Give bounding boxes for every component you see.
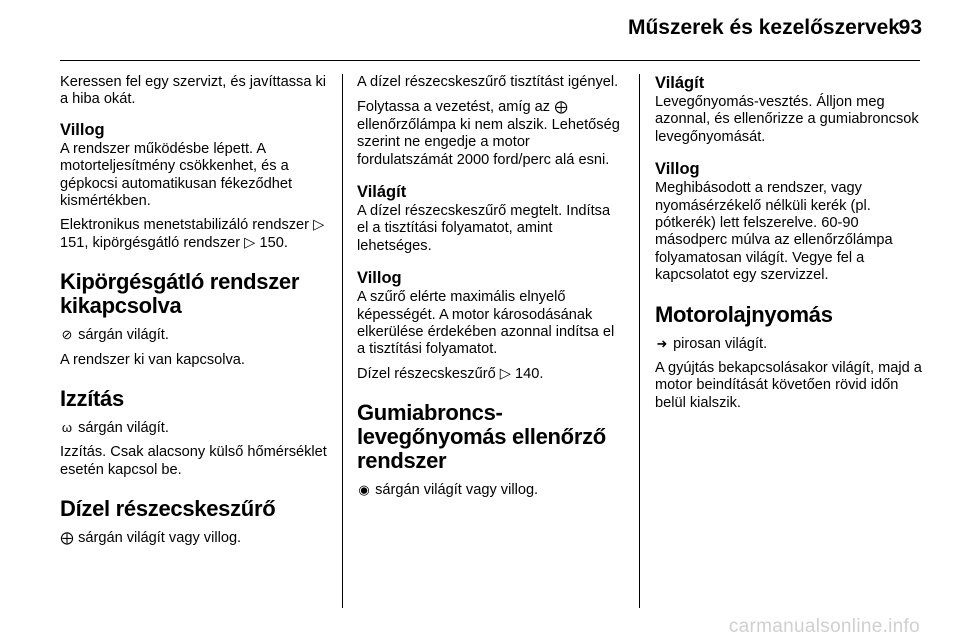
paragraph: A rendszer működésbe lépett. A motorteljesítmény csökkenhet, és a gépkocsi automatikusan fékeződhet kismértékben. <box>60 140 293 210</box>
paragraph: A szűrő elérte maximális elnyelő képességét. A motor károsodásának elkerülése érdekében azonnal indítsa el a tisztítási folyamatot. <box>357 289 615 358</box>
tire-pressure-icon: ◉ <box>358 482 370 498</box>
dpf-reference: Dízel részecskeszűrő ▷ 140. <box>357 365 544 382</box>
subheading-vilagit: Világít <box>357 183 407 202</box>
column-divider-2 <box>639 74 640 608</box>
subheading-villog: Villog <box>60 120 105 139</box>
status-line: ⨁ sárgán világít vagy villog. <box>60 530 242 547</box>
page-number: 93 <box>898 16 922 39</box>
column-divider-1 <box>342 74 343 608</box>
watermark: carmanualsonline.info <box>728 616 920 637</box>
glow-plug-icon: ω <box>61 420 73 436</box>
status-line: ⊘ sárgán világít. <box>61 327 169 344</box>
oil-can-icon: ➜ <box>656 335 668 351</box>
subheading-villog: Villog <box>655 160 700 179</box>
diesel-particle-filter-icon: ⨁ <box>554 99 568 115</box>
paragraph: Folytassa a vezetést, amíg az ⨁ ellenőrzőlámpa ki nem alszik. Lehetőség szerint ne engedje a motor fordulatszámát 2000 ford/perc alá esni. <box>357 99 620 168</box>
paragraph: Meghibásodott a rendszer, vagy nyomásérzékelő nélküli kerék (pl. pótkerék) lett felszerelve. 60-90 másodperc múlva az ellenőrzőlámpa folyamatosan világít. Vegye fel a kapcsolatot egy szervizzel. <box>655 180 893 284</box>
paragraph: Keressen fel egy szervizt, és javíttassa ki a hiba okát. <box>60 74 327 108</box>
page-ref-link[interactable]: 140 <box>515 365 540 382</box>
page-title: Műszerek és kezelőszervek <box>627 16 900 39</box>
arrow-icon: ▷ <box>499 365 511 382</box>
paragraph: A rendszer ki van kapcsolva. <box>60 351 245 368</box>
arrow-icon: ▷ <box>244 234 256 251</box>
heading-oil-pressure: Motorolajnyomás <box>655 301 833 327</box>
heading-dpf: Dízel részecskeszűrő <box>60 496 276 522</box>
esp-reference: Elektronikus menetstabilizáló rendszer ▷ 151, kipörgésgátló rendszer ▷ 150. <box>60 217 325 251</box>
status-line: ω sárgán világít. <box>61 420 169 437</box>
column-1 <box>60 74 336 555</box>
heading-glow: Izzítás <box>60 386 124 412</box>
column-3 <box>655 74 923 419</box>
paragraph: Levegőnyomás-vesztés. Álljon meg azonnal, és ellenőrizze a gumiabroncsok levegőnyomását. <box>655 94 919 145</box>
paragraph: A dízel részecskeszűrő tisztítást igényel. <box>357 74 619 90</box>
heading-traction-off: Kipörgésgátló rendszer kikapcsolva <box>60 269 300 319</box>
status-line: ➜ pirosan világít. <box>656 335 768 352</box>
paragraph: Izzítás. Csak alacsony külső hőmérséklet esetén kapcsol be. <box>60 444 327 478</box>
diesel-particle-filter-icon: ⨁ <box>60 530 74 546</box>
column-2 <box>357 74 625 507</box>
page-ref-link[interactable]: 150 <box>259 234 284 251</box>
subheading-villog: Villog <box>357 269 402 288</box>
arrow-icon: ▷ <box>313 217 325 234</box>
header-divider <box>60 60 920 61</box>
page-ref-link[interactable]: 151 <box>60 234 85 251</box>
heading-tpms: Gumiabroncs-levegőnyomás ellenőrző rendszer <box>357 400 606 474</box>
status-line: ◉ sárgán világít vagy villog. <box>358 482 539 499</box>
paragraph: A gyújtás bekapcsolásakor világít, majd a motor beindítását követően rövid időn belül kialszik. <box>655 360 922 411</box>
paragraph: A dízel részecskeszűrő megtelt. Indítsa el a tisztítási folyamatot, amint lehetséges. <box>357 203 611 254</box>
traction-control-off-icon: ⊘ <box>61 327 73 343</box>
subheading-vilagit: Világít <box>655 74 705 92</box>
